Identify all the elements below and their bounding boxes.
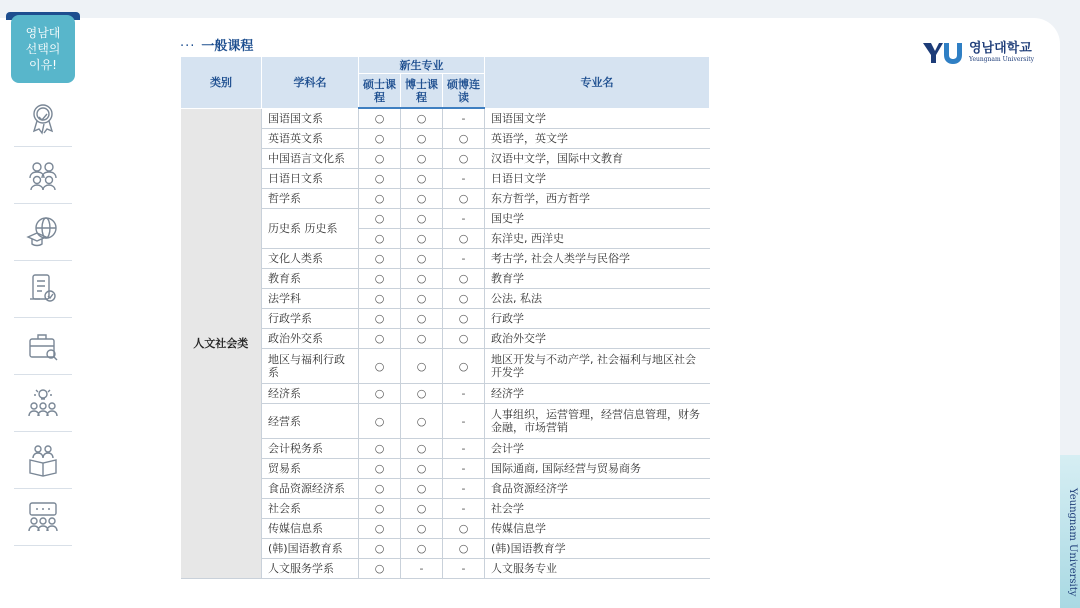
- doctor-cell: ○: [401, 459, 443, 479]
- doctor-cell: ○: [401, 349, 443, 384]
- master-cell: ○: [359, 439, 401, 459]
- combined-cell: -: [443, 499, 485, 519]
- master-cell: ○: [359, 108, 401, 129]
- combined-cell: ○: [443, 269, 485, 289]
- combined-cell: -: [443, 404, 485, 439]
- dept-cell: 地区与福利行政系: [262, 349, 359, 384]
- header-master: 硕士课程: [359, 74, 401, 109]
- dept-cell: (韩)国语教育系: [262, 539, 359, 559]
- combined-cell: ○: [443, 329, 485, 349]
- dept-cell: 英语英文系: [262, 129, 359, 149]
- combined-cell: ○: [443, 309, 485, 329]
- title-dots: ···: [180, 39, 196, 54]
- header-new-major: 新生专业: [359, 57, 485, 74]
- major-cell: 食品资源经济学: [485, 479, 710, 499]
- master-cell: ○: [359, 129, 401, 149]
- master-cell: ○: [359, 499, 401, 519]
- doctor-cell: ○: [401, 209, 443, 229]
- dept-cell: 中国语言文化系: [262, 149, 359, 169]
- major-cell: 教育学: [485, 269, 710, 289]
- major-cell: 政治外交学: [485, 329, 710, 349]
- combined-cell: -: [443, 384, 485, 404]
- dept-cell: 文化人类系: [262, 249, 359, 269]
- major-cell: 地区开发与不动产学, 社会福利与地区社会开发学: [485, 349, 710, 384]
- master-cell: ○: [359, 189, 401, 209]
- dept-cell: 法学科: [262, 289, 359, 309]
- doctor-cell: ○: [401, 329, 443, 349]
- category-cell: 人文社会类: [181, 108, 262, 579]
- major-cell: 东方哲学，西方哲学: [485, 189, 710, 209]
- doctor-cell: ○: [401, 404, 443, 439]
- combined-cell: -: [443, 209, 485, 229]
- combined-cell: -: [443, 479, 485, 499]
- sidebar-menu: [14, 90, 72, 546]
- badge-line-1: 영남대: [25, 26, 61, 40]
- people-icon: [26, 158, 60, 192]
- sidebar-item-career[interactable]: [14, 318, 72, 375]
- major-cell: 国史学: [485, 209, 710, 229]
- major-cell: 国语国文学: [485, 108, 710, 129]
- combined-cell: ○: [443, 149, 485, 169]
- master-cell: ○: [359, 479, 401, 499]
- dept-cell: 教育系: [262, 269, 359, 289]
- dept-cell: 政治外交系: [262, 329, 359, 349]
- header-dept: 学科名: [262, 57, 359, 109]
- discussion-group-icon: [26, 500, 60, 534]
- yeungnam-logo[interactable]: [922, 39, 1042, 67]
- major-cell: 社会学: [485, 499, 710, 519]
- dept-cell: 社会系: [262, 499, 359, 519]
- master-cell: ○: [359, 289, 401, 309]
- doctor-cell: ○: [401, 439, 443, 459]
- header-doctor: 博士课程: [401, 74, 443, 109]
- master-cell: ○: [359, 459, 401, 479]
- dept-cell: 经营系: [262, 404, 359, 439]
- dept-cell: 国语国文系: [262, 108, 359, 129]
- major-cell: 汉语中文学，国际中文教育: [485, 149, 710, 169]
- table-row: [181, 108, 710, 129]
- dept-cell: 贸易系: [262, 459, 359, 479]
- doctor-cell: ○: [401, 249, 443, 269]
- doctor-cell: ○: [401, 149, 443, 169]
- dept-cell: 经济系: [262, 384, 359, 404]
- master-cell: ○: [359, 404, 401, 439]
- sidebar-item-reading[interactable]: [14, 432, 72, 489]
- combined-cell: -: [443, 559, 485, 579]
- sidebar-item-people[interactable]: [14, 147, 72, 204]
- doctor-cell: ○: [401, 169, 443, 189]
- header-category: 类别: [181, 57, 262, 109]
- major-cell: 考古学, 社会人类学与民俗学: [485, 249, 710, 269]
- yu-logo-mark: [922, 41, 966, 65]
- course-table: [180, 56, 710, 579]
- major-cell: (韩)国语教育学: [485, 539, 710, 559]
- briefcase-search-icon: [26, 329, 60, 363]
- doctor-cell: ○: [401, 289, 443, 309]
- combined-cell: ○: [443, 289, 485, 309]
- badge-line-3: 이유!: [29, 58, 57, 72]
- doctor-cell: ○: [401, 539, 443, 559]
- combined-cell: -: [443, 169, 485, 189]
- dept-cell: 哲学系: [262, 189, 359, 209]
- logo-english-name: Yeungnam University: [969, 56, 1035, 63]
- sidebar-item-award[interactable]: [14, 90, 72, 147]
- logo-korean-name: 영남대학교: [969, 41, 1032, 56]
- dept-cell: 人文服务学系: [262, 559, 359, 579]
- major-cell: 会计学: [485, 439, 710, 459]
- combined-cell: ○: [443, 539, 485, 559]
- combined-cell: -: [443, 439, 485, 459]
- major-cell: 人文服务专业: [485, 559, 710, 579]
- combined-cell: ○: [443, 519, 485, 539]
- doctor-cell: ○: [401, 519, 443, 539]
- dept-cell: 行政学系: [262, 309, 359, 329]
- doctor-cell: ○: [401, 499, 443, 519]
- sidebar-item-global[interactable]: [14, 204, 72, 261]
- doctor-cell: ○: [401, 108, 443, 129]
- combined-cell: ○: [443, 189, 485, 209]
- doctor-cell: ○: [401, 309, 443, 329]
- document-check-icon: [26, 272, 60, 306]
- major-cell: 传媒信息学: [485, 519, 710, 539]
- award-icon: [26, 101, 60, 135]
- section-title-text: 一般课程: [201, 39, 254, 54]
- master-cell: ○: [359, 269, 401, 289]
- major-cell: 经济学: [485, 384, 710, 404]
- sidebar-item-discussion[interactable]: [14, 489, 72, 546]
- doctor-cell: ○: [401, 129, 443, 149]
- master-cell: ○: [359, 249, 401, 269]
- doctor-cell: ○: [401, 479, 443, 499]
- doctor-cell: ○: [401, 269, 443, 289]
- master-cell: ○: [359, 559, 401, 579]
- major-cell: 英语学，英文学: [485, 129, 710, 149]
- master-cell: ○: [359, 329, 401, 349]
- combined-cell: -: [443, 459, 485, 479]
- doctor-cell: -: [401, 559, 443, 579]
- idea-group-icon: [26, 386, 60, 420]
- combined-cell: -: [443, 108, 485, 129]
- master-cell: ○: [359, 209, 401, 229]
- reading-group-icon: [26, 443, 60, 477]
- major-cell: 行政学: [485, 309, 710, 329]
- dept-cell: 日语日文系: [262, 169, 359, 189]
- doctor-cell: ○: [401, 384, 443, 404]
- header-combined: 硕博连读: [443, 74, 485, 109]
- section-title: [180, 35, 253, 54]
- master-cell: ○: [359, 169, 401, 189]
- globe-graduation-icon: [26, 215, 60, 249]
- major-cell: 人事组织，运营管理，经营信息管理，财务金融，市场营销: [485, 404, 710, 439]
- master-cell: ○: [359, 519, 401, 539]
- doctor-cell: ○: [401, 189, 443, 209]
- vertical-university-name: Yeungnam University: [1067, 488, 1078, 597]
- master-cell: ○: [359, 349, 401, 384]
- master-cell: ○: [359, 384, 401, 404]
- header-major-name: 专业名: [485, 57, 710, 109]
- major-cell: 东洋史, 西洋史: [485, 229, 710, 249]
- combined-cell: -: [443, 249, 485, 269]
- combined-cell: ○: [443, 129, 485, 149]
- sidebar-item-documents[interactable]: [14, 261, 72, 318]
- master-cell: ○: [359, 149, 401, 169]
- dept-cell: 食品资源经济系: [262, 479, 359, 499]
- major-cell: 日语日文学: [485, 169, 710, 189]
- doctor-cell: ○: [401, 229, 443, 249]
- combined-cell: ○: [443, 349, 485, 384]
- master-cell: ○: [359, 309, 401, 329]
- dept-cell: 历史系 历史系: [262, 209, 359, 249]
- major-cell: 公法, 私法: [485, 289, 710, 309]
- badge-line-2: 선택의: [25, 42, 61, 56]
- master-cell: ○: [359, 539, 401, 559]
- major-cell: 国际通商, 国际经营与贸易商务: [485, 459, 710, 479]
- dept-cell: 会计税务系: [262, 439, 359, 459]
- sidebar-item-ideas[interactable]: [14, 375, 72, 432]
- master-cell: ○: [359, 229, 401, 249]
- combined-cell: ○: [443, 229, 485, 249]
- dept-cell: 传媒信息系: [262, 519, 359, 539]
- why-yu-badge[interactable]: [11, 15, 75, 83]
